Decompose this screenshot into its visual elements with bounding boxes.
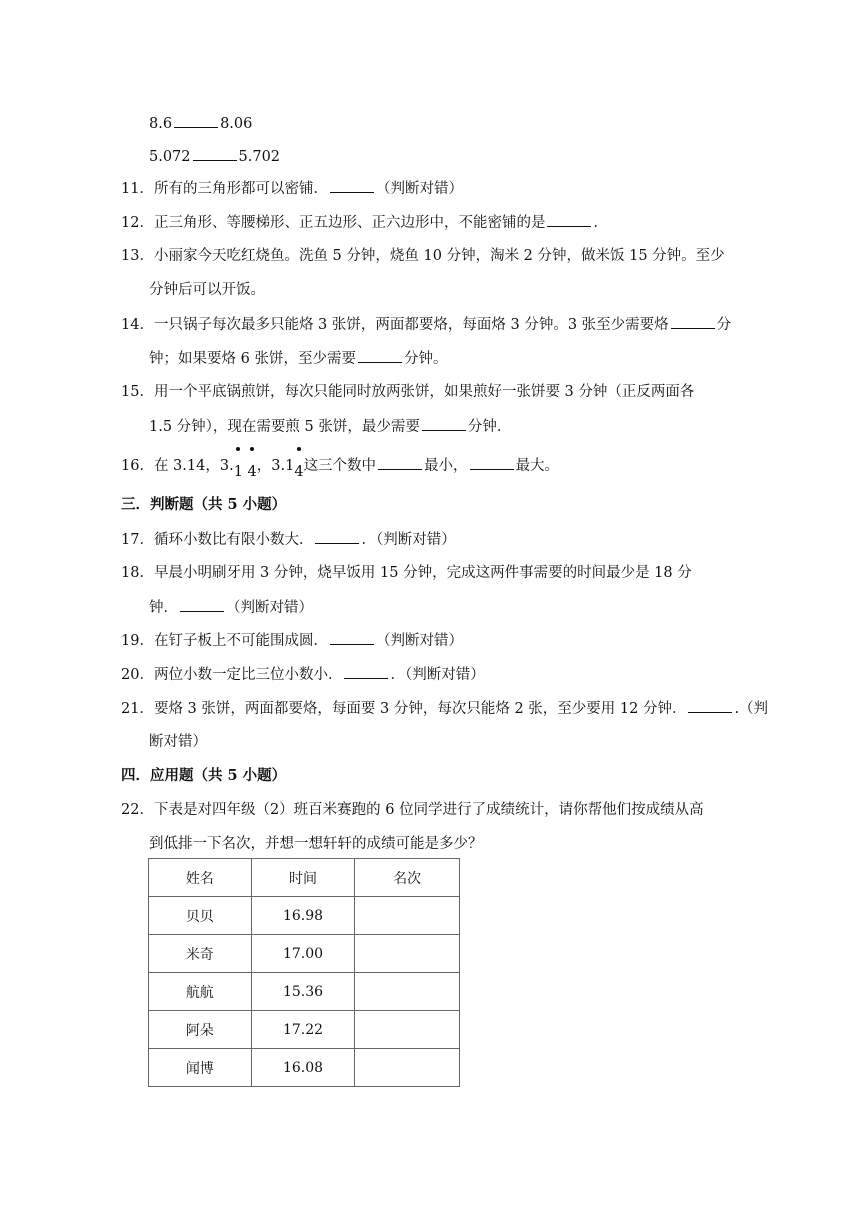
question-number: 17． [121, 532, 154, 548]
cell-rank[interactable] [355, 935, 460, 973]
question-number: 20． [121, 667, 154, 683]
question-number: 19． [121, 633, 154, 649]
question-text-line1: 要烙 3 张饼，两面都要烙，每面要 3 分钟，每次只能烙 2 张，至少要用 12 分钟． [153, 701, 687, 717]
question-14-cont [149, 348, 447, 369]
answer-blank[interactable] [330, 178, 374, 193]
table-row [149, 935, 460, 973]
question-text-line1: 下表是对四年级（2）班百米赛跑的 6 位同学进行了成绩统计，请你帮他们按成绩从高 [153, 802, 704, 818]
answer-blank[interactable] [315, 529, 359, 544]
cell-time: 17.22 [251, 1011, 355, 1049]
table-row [149, 897, 460, 935]
cell-time: 17.00 [251, 935, 355, 973]
question-13-cont [149, 280, 265, 300]
table-header-row [149, 859, 460, 897]
question-text-line2-end: 分钟。 [403, 351, 448, 367]
answer-blank[interactable] [470, 455, 514, 470]
question-text-pre: 在 3.14，3. [153, 458, 234, 474]
question-number: 15． [121, 384, 154, 400]
question-text-line2: 钟；如果要烙 6 张饼，至少需要 [149, 351, 356, 367]
question-14 [121, 314, 731, 335]
question-text-line1: 一只锅子每次最多只能烙 3 张饼，两面都要烙，每面烙 3 分钟。3 张至少需要烙 [153, 317, 669, 333]
question-text-line1-end: 分 [716, 317, 732, 333]
question-number: 21． [121, 701, 154, 717]
question-11 [121, 178, 463, 199]
question-text-post: 这三个数中 [303, 458, 377, 474]
question-suffix: ．（判断对错） [361, 532, 456, 548]
question-17 [121, 529, 456, 550]
question-21 [121, 698, 768, 719]
question-13 [121, 246, 725, 266]
compare-left: 5.072 [149, 149, 191, 165]
cell-time: 15.36 [251, 973, 355, 1011]
cell-rank[interactable] [355, 897, 460, 935]
question-20 [121, 664, 485, 685]
table-row [149, 1049, 460, 1087]
answer-blank[interactable] [547, 212, 591, 227]
question-text: 正三角形、等腰梯形、正五边形、正六边形中，不能密铺的是 [153, 215, 546, 231]
question-text-big: 最大。 [515, 458, 560, 474]
question-text: 两位小数一定比三位小数小． [153, 667, 343, 683]
cell-rank[interactable] [355, 1011, 460, 1049]
question-text-line2: 断对错） [149, 734, 207, 750]
question-number: 11． [121, 181, 154, 197]
answer-blank[interactable] [422, 416, 466, 431]
question-number: 22． [121, 802, 154, 818]
question-text-line1: 小丽家今天吃红烧鱼。洗鱼 5 分钟，烧鱼 10 分钟，淘米 2 分钟，做米饭 15 分钟。至少 [153, 248, 725, 264]
cell-rank[interactable] [355, 973, 460, 1011]
question-suffix: （判断对错） [375, 181, 463, 197]
question-text-line2: 钟． [149, 600, 178, 616]
question-15-cont [149, 416, 511, 437]
header-name: 姓名 [149, 859, 252, 897]
question-number: 18． [121, 565, 154, 581]
question-text: 循环小数比有限小数大． [153, 532, 314, 548]
answer-blank[interactable] [344, 664, 388, 679]
question-suffix: （判断对错） [375, 633, 463, 649]
answer-blank[interactable] [358, 348, 402, 363]
question-text: 所有的三角形都可以密铺． [153, 181, 328, 197]
question-number: 14． [121, 317, 154, 333]
question-text-line2: 1.5 分钟），现在需要煎 5 张饼，最少需要 [149, 419, 420, 435]
question-text-line1: 早晨小明刷牙用 3 分钟，烧早饭用 15 分钟，完成这两件事需要的时间最少是 18 分 [153, 565, 692, 581]
compare-right: 8.06 [220, 116, 253, 132]
question-19 [121, 630, 463, 651]
cell-name: 航航 [149, 973, 252, 1011]
question-22-cont [149, 834, 483, 854]
answer-blank[interactable] [193, 146, 237, 161]
answer-blank[interactable] [378, 455, 422, 470]
question-18-cont [149, 597, 313, 618]
table-row [149, 1011, 460, 1049]
section-heading-4: 四．应用题（共 5 小题） [121, 767, 287, 784]
answer-blank[interactable] [330, 630, 374, 645]
repeat-dot [236, 447, 240, 451]
compare-left: 8.6 [149, 116, 173, 132]
question-number: 13． [121, 248, 154, 264]
repeat-dot [250, 447, 254, 451]
repeat-dot [297, 447, 301, 451]
score-table [148, 858, 460, 1087]
question-text-line2-end: 分钟． [467, 419, 512, 435]
repeating-digit: 4 [248, 456, 257, 476]
cell-name: 米奇 [149, 935, 252, 973]
question-text-mid: ，3.1 [256, 458, 295, 474]
question-15 [121, 382, 694, 402]
answer-blank[interactable] [180, 597, 224, 612]
cell-time: 16.08 [251, 1049, 355, 1087]
cell-name: 闻博 [149, 1049, 252, 1087]
answer-blank[interactable] [671, 314, 715, 329]
question-end: ． [593, 215, 608, 231]
header-time: 时间 [251, 859, 355, 897]
question-21-cont [149, 732, 207, 752]
cell-name: 贝贝 [149, 897, 252, 935]
question-suffix: （判断对错） [226, 600, 313, 616]
question-text-small: 最小， [424, 458, 468, 474]
answer-blank[interactable] [688, 698, 732, 713]
compare-line-1 [149, 113, 252, 134]
question-text-line2: 到低排一下名次，并想一想轩轩的成绩可能是多少？ [149, 836, 483, 852]
compare-right: 5.702 [238, 149, 281, 165]
cell-name: 阿朵 [149, 1011, 252, 1049]
question-text-line1-end: .（判 [734, 701, 769, 717]
header-rank: 名次 [355, 859, 460, 897]
answer-blank[interactable] [174, 113, 218, 128]
question-text: 在钉子板上不可能围成圆． [153, 633, 328, 649]
cell-rank[interactable] [355, 1049, 460, 1087]
repeating-digit: 1 [234, 456, 243, 476]
cell-time: 16.98 [251, 897, 355, 935]
table-row [149, 973, 460, 1011]
question-12 [121, 212, 608, 233]
question-text-line2: 分钟后可以开饭。 [149, 282, 265, 298]
compare-line-2 [149, 146, 280, 167]
question-22 [121, 800, 704, 820]
repeating-digit: 4 [294, 456, 303, 476]
question-16 [121, 455, 560, 480]
question-number: 12． [121, 215, 154, 231]
question-18 [121, 563, 692, 583]
question-suffix: ．（判断对错） [390, 667, 485, 683]
section-heading-3: 三．判断题（共 5 小题） [121, 496, 287, 513]
question-text-line1: 用一个平底锅煎饼，每次只能同时放两张饼，如果煎好一张饼要 3 分钟（正反两面各 [153, 384, 695, 400]
question-number: 16． [121, 458, 154, 474]
